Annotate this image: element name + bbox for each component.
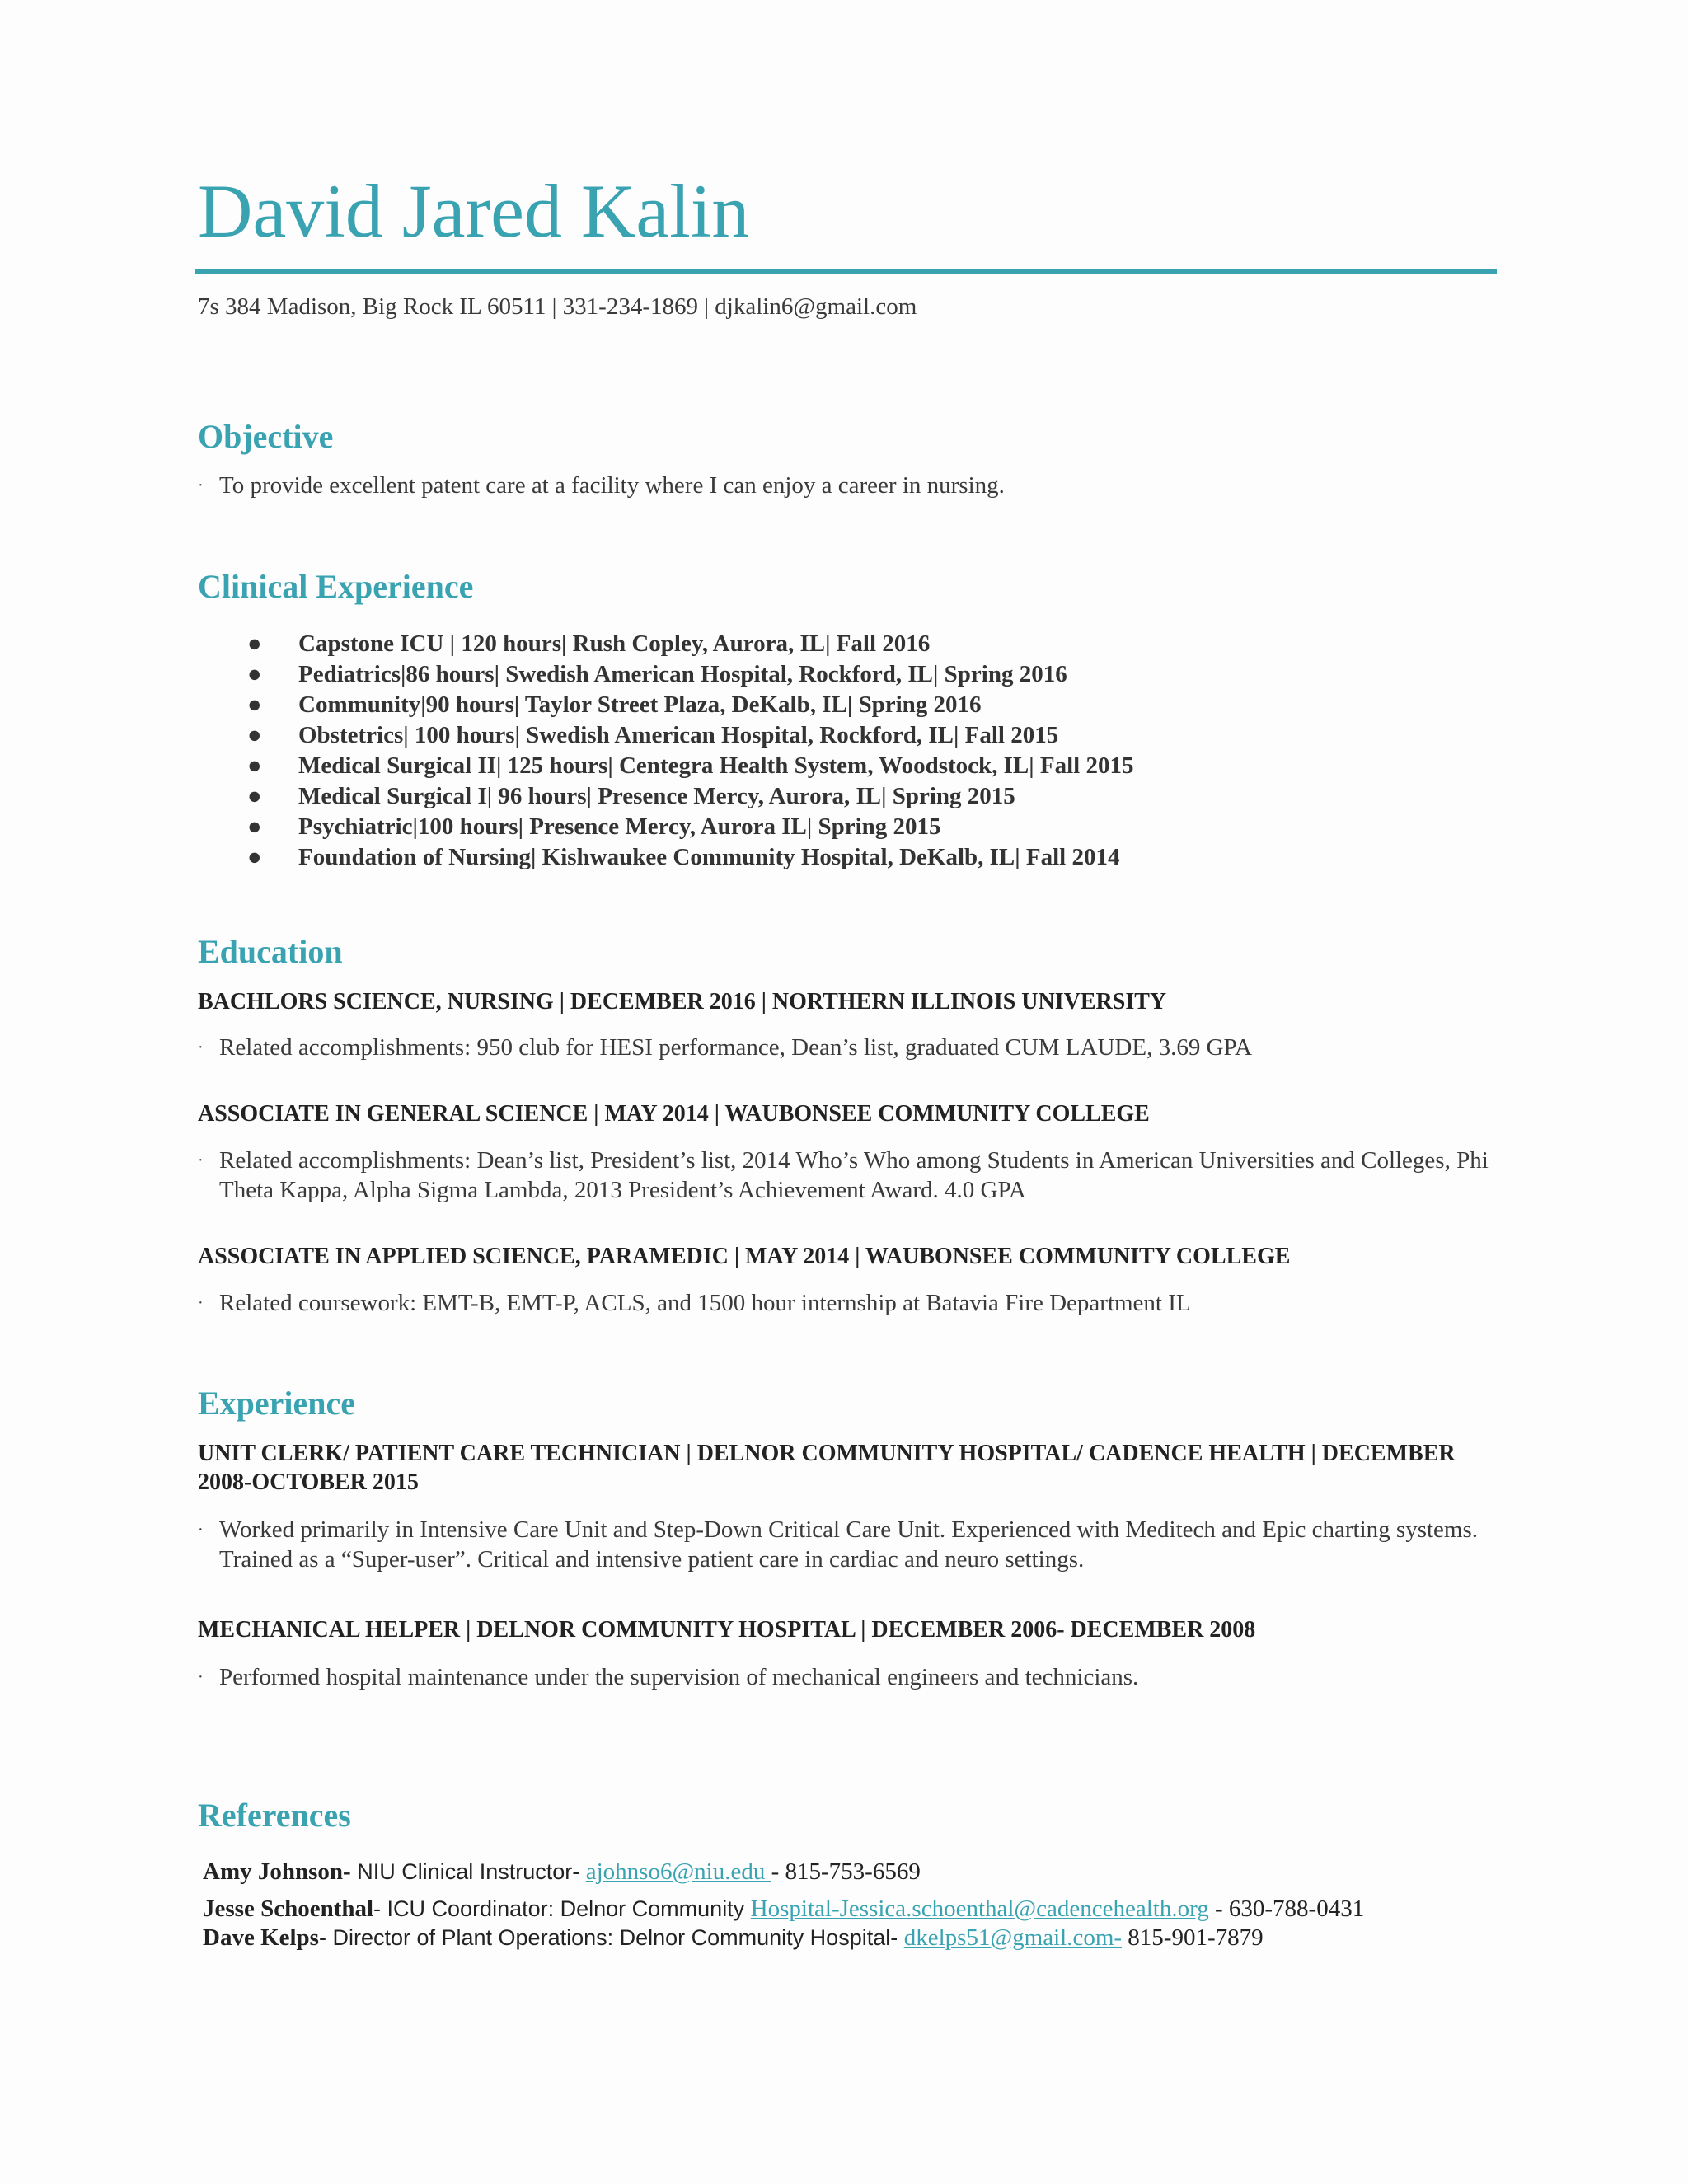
dot-bullet-icon: ·	[198, 476, 204, 494]
reference-role: - Director of Plant Operations: Delnor Community Hospital-	[318, 1925, 904, 1950]
objective-text: To provide excellent patent care at a facility where I can enjoy a career in nursing.	[219, 472, 1005, 499]
clinical-item-text: Psychiatric|100 hours| Presence Mercy, Aurora IL| Spring 2015	[298, 813, 941, 840]
reference-email-link[interactable]: dkelps51@gmail.com-	[903, 1924, 1123, 1951]
header-divider	[195, 269, 1497, 274]
reference-phone: - 815-753-6569	[771, 1858, 921, 1885]
education-entry-heading: BACHLORS SCIENCE, NURSING | DECEMBER 2016 | NORTHERN ILLINOIS UNIVERSITY	[198, 989, 1167, 1015]
reference-email-link[interactable]: Hospital-Jessica.schoenthal@cadencehealth.org	[750, 1896, 1209, 1922]
reference-phone: - 630-788-0431	[1208, 1896, 1365, 1922]
bullet-icon: ●	[247, 722, 262, 748]
dot-bullet-icon: ·	[198, 1521, 204, 1539]
experience-detail-text: Worked primarily in Intensive Care Unit and Step-Down Critical Care Unit. Experienced with Meditech and Epic charting systems. Trained as a “Super-user”. Critical and intensive patient care in cardiac and neuro settings.	[219, 1516, 1479, 1572]
dot-bullet-icon: ·	[198, 1038, 204, 1057]
experience-heading: Experience	[198, 1385, 356, 1422]
reference-item	[203, 1858, 1522, 1886]
education-detail-text: Related accomplishments: 950 club for HESI performance, Dean’s list, graduated CUM LAUDE, 3.69 GPA	[219, 1034, 1252, 1061]
reference-phone: 815-901-7879	[1122, 1924, 1264, 1951]
education-entry-heading: ASSOCIATE IN GENERAL SCIENCE | MAY 2014 | WAUBONSEE COMMUNITY COLLEGE	[198, 1101, 1150, 1127]
education-entry-detail	[198, 1288, 1500, 1318]
reference-name: Dave Kelps	[203, 1924, 319, 1951]
objective-heading: Objective	[198, 418, 334, 455]
dot-bullet-icon: ·	[198, 1151, 204, 1169]
experience-entry-detail	[198, 1515, 1500, 1574]
reference-role: - ICU Coordinator: Delnor Community	[373, 1896, 751, 1921]
bullet-icon: ●	[247, 783, 262, 809]
clinical-item-text: Pediatrics|86 hours| Swedish American Hospital, Rockford, IL| Spring 2016	[298, 661, 1067, 687]
bullet-icon: ●	[247, 813, 262, 840]
clinical-list	[247, 629, 1134, 873]
clinical-item-text: Capstone ICU | 120 hours| Rush Copley, Aurora, IL| Fall 2016	[298, 630, 931, 657]
clinical-item-text: Foundation of Nursing| Kishwaukee Community Hospital, DeKalb, IL| Fall 2014	[298, 844, 1120, 870]
clinical-item	[247, 751, 1134, 781]
clinical-item-text: Obstetrics| 100 hours| Swedish American Hospital, Rockford, IL| Fall 2015	[298, 722, 1059, 748]
experience-detail-text: Performed hospital maintenance under the supervision of mechanical engineers and technicians.	[219, 1664, 1139, 1690]
bullet-icon: ●	[247, 691, 262, 718]
contact-info: 7s 384 Madison, Big Rock IL 60511 | 331-234-1869 | djkalin6@gmail.com	[198, 293, 917, 320]
reference-email-link[interactable]: ajohnso6@niu.edu	[585, 1858, 771, 1885]
objective-item	[198, 471, 1500, 500]
bullet-icon: ●	[247, 752, 262, 779]
experience-entry-heading: MECHANICAL HELPER | DELNOR COMMUNITY HOSPITAL | DECEMBER 2006- DECEMBER 2008	[198, 1617, 1256, 1643]
clinical-item	[247, 629, 1134, 659]
clinical-item-text: Medical Surgical I| 96 hours| Presence Mercy, Aurora, IL| Spring 2015	[298, 783, 1015, 809]
clinical-item	[247, 842, 1134, 873]
references-heading: References	[198, 1797, 351, 1834]
experience-entry-detail	[198, 1662, 1500, 1692]
experience-entry-heading: UNIT CLERK/ PATIENT CARE TECHNICIAN | DELNOR COMMUNITY HOSPITAL/ CADENCE HEALTH | DECEMBER 2008-OCTOBER 2015	[198, 1441, 1456, 1495]
clinical-heading: Clinical Experience	[198, 568, 474, 605]
candidate-name: David Jared Kalin	[198, 169, 750, 253]
education-heading: Education	[198, 933, 343, 970]
clinical-item	[247, 720, 1134, 751]
clinical-item	[247, 659, 1134, 690]
dot-bullet-icon: ·	[198, 1294, 204, 1312]
reference-name: Amy Johnson-	[203, 1858, 351, 1885]
education-entry-detail	[198, 1033, 1500, 1062]
education-detail-text: Related coursework: EMT-B, EMT-P, ACLS, and 1500 hour internship at Batavia Fire Department IL	[219, 1290, 1191, 1316]
clinical-item	[247, 812, 1134, 842]
bullet-icon: ●	[247, 844, 262, 870]
reference-item	[203, 1924, 1522, 1952]
reference-item	[203, 1895, 1522, 1924]
clinical-item	[247, 781, 1134, 812]
clinical-item	[247, 690, 1134, 720]
education-entry-heading: ASSOCIATE IN APPLIED SCIENCE, PARAMEDIC | MAY 2014 | WAUBONSEE COMMUNITY COLLEGE	[198, 1244, 1291, 1269]
reference-role: NIU Clinical Instructor-	[350, 1859, 586, 1884]
bullet-icon: ●	[247, 661, 262, 687]
bullet-icon: ●	[247, 630, 262, 657]
reference-name: Jesse Schoenthal	[203, 1896, 374, 1922]
education-entry-detail	[198, 1146, 1500, 1205]
education-detail-text: Related accomplishments: Dean’s list, President’s list, 2014 Who’s Who among Students in American Universities and Colleges, Phi Theta Kappa, Alpha Sigma Lambda, 2013 President’s Achievement Award. 4.0 GPA	[219, 1147, 1489, 1203]
clinical-item-text: Community|90 hours| Taylor Street Plaza, DeKalb, IL| Spring 2016	[298, 691, 982, 718]
clinical-item-text: Medical Surgical II| 125 hours| Centegra Health System, Woodstock, IL| Fall 2015	[298, 752, 1134, 779]
dot-bullet-icon: ·	[198, 1668, 204, 1686]
